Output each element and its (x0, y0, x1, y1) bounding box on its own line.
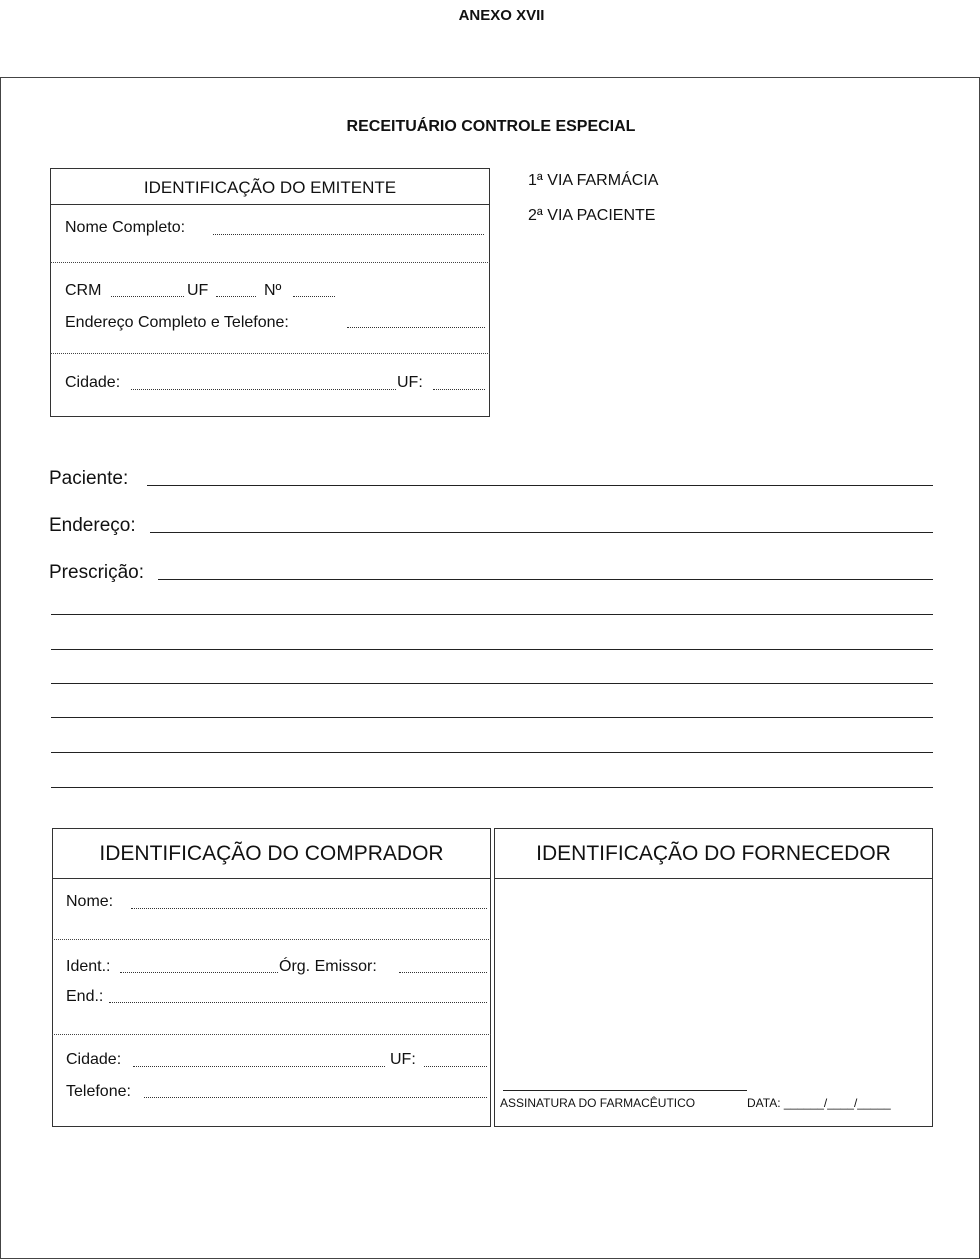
paciente-field[interactable] (147, 485, 933, 486)
comprador-nome-label: Nome: (66, 893, 114, 910)
prescricao-line[interactable] (51, 683, 933, 684)
comprador-end-field[interactable] (109, 1002, 487, 1003)
comprador-telefone-field[interactable] (144, 1097, 487, 1098)
signature-label: ASSINATURA DO FARMACÊUTICO (500, 1096, 696, 1110)
emitente-cidade-label: Cidade: (65, 374, 121, 391)
comprador-cidade-field[interactable] (133, 1066, 385, 1067)
emitente-cidade-field[interactable] (131, 389, 396, 390)
comprador-telefone-label: Telefone: (66, 1083, 131, 1100)
emitente-uf-field[interactable] (216, 296, 256, 297)
emitente-nome-label: Nome Completo: (65, 219, 186, 236)
comprador-uf-field[interactable] (424, 1066, 487, 1067)
prescricao-field[interactable] (158, 579, 933, 580)
emitente-numero-label: Nº (264, 282, 282, 299)
emitente-uf-label: UF (187, 282, 209, 299)
date-field[interactable]: DATA: ______/____/_____ (747, 1096, 891, 1110)
annex-title: ANEXO XVII (458, 7, 545, 24)
comprador-nome-field[interactable] (131, 908, 487, 909)
emitente-header-divider (50, 204, 490, 205)
endereco-field[interactable] (150, 532, 933, 533)
fornecedor-header: IDENTIFICAÇÃO DO FORNECEDOR (536, 842, 891, 865)
comprador-orgao-label: Órg. Emissor: (279, 958, 377, 975)
copy-1-label: 1ª VIA FARMÁCIA (528, 172, 659, 189)
emitente-crm-label: CRM (65, 282, 102, 299)
comprador-divider-2 (52, 1034, 491, 1035)
emitente-uf2-label: UF: (397, 374, 423, 391)
prescricao-line[interactable] (51, 752, 933, 753)
emitente-nome-field[interactable] (213, 234, 484, 235)
paciente-label: Paciente: (49, 468, 129, 489)
fornecedor-header-divider (494, 878, 933, 879)
comprador-header-divider (52, 878, 491, 879)
emitente-endereco-label: Endereço Completo e Telefone: (65, 314, 289, 331)
emitente-divider-2 (50, 353, 490, 354)
emitente-crm-field[interactable] (111, 296, 184, 297)
prescricao-line[interactable] (51, 614, 933, 615)
emitente-uf2-field[interactable] (433, 389, 485, 390)
comprador-ident-field[interactable] (120, 972, 278, 973)
emitente-header: IDENTIFICAÇÃO DO EMITENTE (143, 178, 397, 197)
prescricao-line[interactable] (51, 717, 933, 718)
fornecedor-box (494, 828, 933, 1127)
comprador-ident-label: Ident.: (66, 958, 111, 975)
emitente-endereco-field[interactable] (347, 327, 485, 328)
comprador-end-label: End.: (66, 988, 104, 1005)
comprador-header: IDENTIFICAÇÃO DO COMPRADOR (99, 842, 444, 865)
emitente-divider-1 (50, 262, 490, 263)
form-title: RECEITUÁRIO CONTROLE ESPECIAL (346, 118, 636, 135)
prescricao-line[interactable] (51, 787, 933, 788)
prescricao-line[interactable] (51, 649, 933, 650)
comprador-cidade-label: Cidade: (66, 1051, 122, 1068)
copy-2-label: 2ª VIA PACIENTE (528, 207, 656, 224)
comprador-uf-label: UF: (390, 1051, 416, 1068)
endereco-label: Endereço: (49, 515, 136, 536)
comprador-orgao-field[interactable] (399, 972, 487, 973)
signature-line[interactable] (503, 1090, 747, 1091)
prescricao-label: Prescrição: (49, 562, 145, 583)
emitente-numero-field[interactable] (293, 296, 335, 297)
comprador-divider-1 (52, 939, 491, 940)
